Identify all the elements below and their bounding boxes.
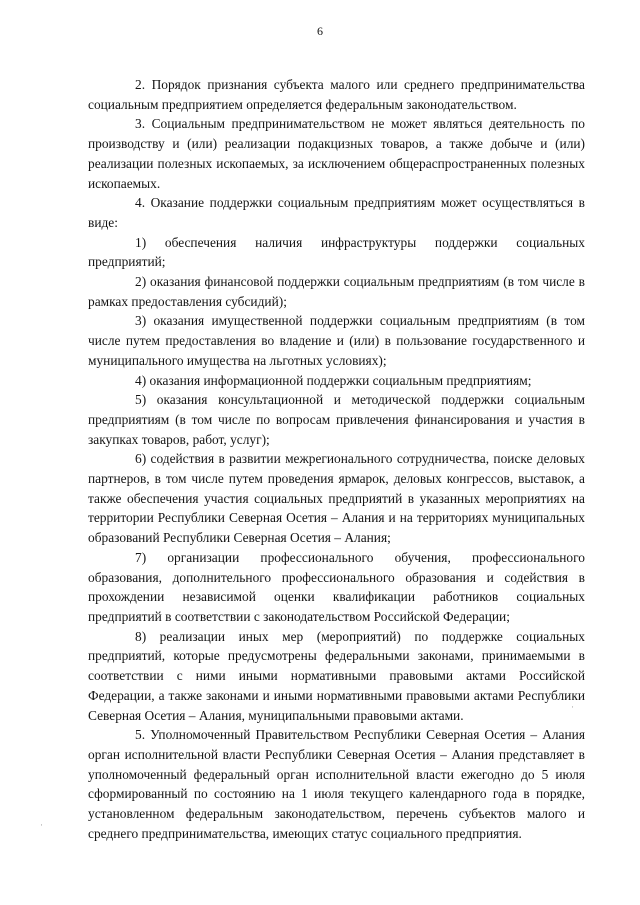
list-item-3: 3) оказания имущественной поддержки социальным предприятиям (в том числе путем предоставления во владение и (или) в пользование государственного и муниципального имущества на льготных условиях); [88,313,585,368]
paragraph-5: 5. Уполномоченный Правительством Республики Северная Осетия – Алания орган исполнительной власти Республики Северная Осетия – Алания представляет в уполномоченный федеральный орган исполнительной власти ежегодно до 5 июля сформированный по состоянию на 1 июля текущего календарного года в порядке, установленном федеральным законодательством, перечень субъектов малого и среднего предпринимательства, имеющих статус социального предприятия. [88,727,585,841]
paragraph-2: 2. Порядок признания субъекта малого или среднего предпринимательства социальным предприятием определяется федеральным законодательством. [88,77,585,112]
page-number: 6 [317,24,323,38]
list-item-6: 6) содействия в развитии межрегионального сотрудничества, поиске деловых партнеров, в том числе путем проведения ярмарок, деловых конгрессов, выставок, а также обеспечения участия социальных предприятий в указанных мероприятиях на территории Республики Северная Осетия – Алания и на территориях муниципальных образований Республики Северная Осетия – Алания; [88,451,585,546]
paragraph-3: 3. Социальным предпринимательством не может являться деятельность по производству и (или) реализации подакцизных товаров, а также добыче и (или) реализации полезных ископаемых, за исключением общераспространенных полезных ископаемых. [88,116,585,191]
paragraph-4: 4. Оказание поддержки социальным предприятиям может осуществляться в виде: [88,195,585,230]
list-item-7: 7) организации профессионального обучения, профессионального образования, дополнительного профессионального образования и содействия в прохождении независимой оценки квалификации работников социальных предприятий в соответствии с законодательством Российской Федерации; [88,549,585,624]
list-item-2: 2) оказания финансовой поддержки социальным предприятиям (в том числе в рамках предоставления субсидий); [88,274,585,309]
scan-speck: · [40,820,43,830]
list-item-1: 1) обеспечения наличия инфраструктуры поддержки социальных предприятий; [88,234,585,270]
list-item-8: 8) реализации иных мер (мероприятий) по поддержке социальных предприятий, которые предусмотрены федеральными законами, принимаемыми в соответствии с ними иными нормативными правовыми актами Российской Федерации, а также законами и иными нормативными правовыми актами Республики Северная Осетия – Алания, муниципальными правовыми актами. [88,628,585,723]
list-item-4: 4) оказания информационной поддержки социальным предприятиям; [135,372,532,388]
list-item-5: 5) оказания консультационной и методической поддержки социальным предприятиям (в том числе по вопросам привлечения финансирования и участия в закупках товаров, работ, услуг); [88,392,585,447]
scan-speck: · [571,702,574,712]
document-body [88,75,585,843]
